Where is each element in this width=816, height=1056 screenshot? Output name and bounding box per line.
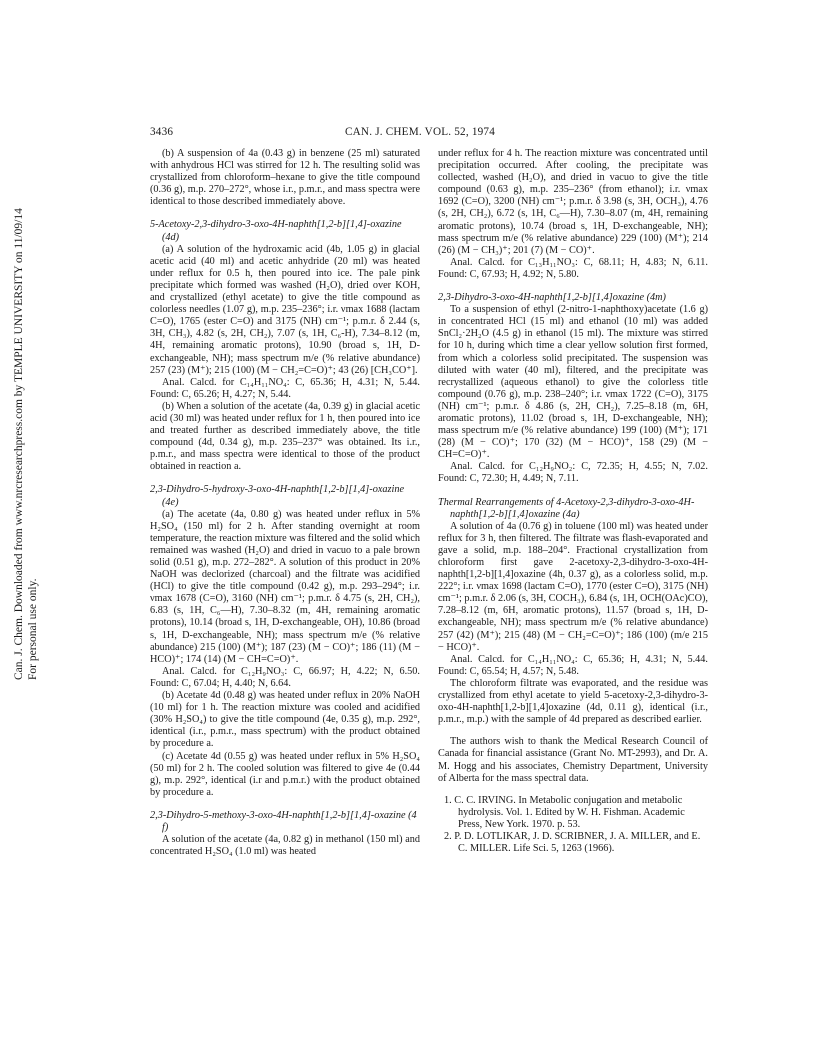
paragraph: The authors wish to thank the Medical Research Council of Canada for financial assistance (Grant No. MT-2993), and Dr. A. M. Hogg and his associates, Chemistry Department, University of Alberta for the mass spectral data. [438, 736, 708, 784]
paragraph: (b) Acetate 4d (0.48 g) was heated under reflux in 20% NaOH (10 ml) for 1 h. The reaction mixture was cooled and acidified (30% H₂SO₄) to give the title compound (4e, 0.35 g), m.p. 292°, identical (i.r., p.m.r., mass spectrum) with the product obtained by procedure a. [150, 690, 420, 750]
paragraph: A solution of 4a (0.76 g) in toluene (100 ml) was heated under reflux for 3 h, then filtered. The filtrate was flash-evaporated and gave a solid, m.p. 188–204°. Fractional crystallization from chloroform first gave 2-acetoxy-2,3-dihydro-3-oxo-4H-naphth[1,2-b][1,4]oxazine (4h, 0.37 g), as a colorless solid, m.p. 222°; i.r. νmax 1698 (lactam C=O), 1770 (ester C=O), 3175 (NH) cm⁻¹; p.m.r. δ 2.06 (s, 3H, COCH₃), 6.84 (s, 1H, OCH(OAc)CO), 7.28–8.12 (m, 6H, aromatic protons), 11.57 (broad s, 1H, D-exchangeable, NH); mass spectrum m/e (% relative abundance) 257 (42) (M⁺); 215 (48) (M − CH₂=C=O)⁺; 186 (100) (m/e 215 − HCO)⁺. [438, 520, 708, 653]
paragraph: Anal. Calcd. for C₁₂H₉NO₃: C, 66.97; H, 4.22; N, 6.50. Found: C, 67.04; H, 4.40; N, 6.64. [150, 665, 420, 689]
paragraph: The chloroform filtrate was evaporated, and the residue was crystallized from ethyl acetate to yield 5-acetoxy-2,3-dihydro-3-oxo-4H-naphth[1,2-b][1,4]oxazine (4d, 0.11 g), identical (i.r., p.m.r., m.p.) with the sample of 4d prepared as described earlier. [438, 677, 708, 726]
download-notice: Can. J. Chem. Downloaded from www.nrcresearchpress.com by TEMPLE UNIVERSITY on 11/09/14 For personal use only. [13, 208, 39, 680]
paragraph: (a) A solution of the hydroxamic acid (4b, 1.05 g) in glacial acetic acid (40 ml) and acetic anhydride (20 ml) was heated under reflux for 0.5 h, then poured into ice. The pale pink precipitate which formed was washed (H₂O), dried over KOH, and crystallized (ethyl acetate) to give the title compound as colorless needles (1.07 g), m.p. 235–236°; i.r. νmax 1688 (lactam C=O), 1765 (ester C=O) and 3175 (NH) cm⁻¹; p.m.r. δ 2.44 (s, 3H, CH₃), 4.82 (s, 2H, CH₂), 7.07 (s, 1H, C₆-H), 7.34–8.12 (m, 4H, remaining aromatic protons), 10.90 (broad s, 1H, D-exchangeable, NH); mass spectrum m/e (% relative abundance) 257 (23) (M⁺); 215 (100) (M − CH₂=C=O)⁺; 43 (26) [CH₃CO⁺]. [150, 243, 420, 376]
page-number: 3436 [150, 126, 174, 138]
paragraph: Anal. Calcd. for C₁₃H₁₁NO₃: C, 68.11; H, 4.83; N, 6.11. Found: C, 67.93; H, 4.92; N, 5.80. [438, 256, 708, 280]
paragraph: A solution of the acetate (4a, 0.82 g) in methanol (150 ml) and concentrated H₂SO₄ (1.0 ml) was heated [150, 834, 420, 858]
paragraph: under reflux for 4 h. The reaction mixture was concentrated until precipitation occurred. After cooling, the precipitate was collected, washed (H₂O), and dried in vacuo to give the title compound (0.63 g), m.p. 235–236° (from ethanol); i.r. νmax 1692 (C=O), 3200 (NH) cm⁻¹; p.m.r. δ 3.98 (s, 3H, OCH₃), 4.76 (s, 2H, CH₂), 6.72 (s, 1H, C₆—H), 7.30–8.07 (m, 4H, remaining aromatic protons), 10.74 (broad s, 1H, D-exchangeable, NH); mass spectrum m/e (% relative abundance) 229 (100) (M⁺); 214 (26) (M − CH₃)⁺; 201 (7) (M − CO)⁺. [438, 148, 708, 256]
left-column [150, 148, 420, 858]
paragraph: (a) The acetate (4a, 0.80 g) was heated under reflux in 5% H₂SO₄ (150 ml) for 2 h. After standing overnight at room temperature, the reaction mixture was filtered and the solid which remained was washed (H₂O) and dried in vacuo to a pale brown solid (0.51 g), m.p. 272–282°. A solution of this product in 20% NaOH was declorized (charcoal) and the filtrate was acidified (HCl) to give the title compound (0.42 g), m.p. 293–294°; i.r. νmax 1678 (C=O), 3160 (NH) cm⁻¹; p.m.r. δ 4.75 (s, 2H, CH₂), 6.83 (s, 1H, C₆—H), 7.30–8.32 (m, 4H, remaining aromatic protons), 10.14 (broad s, 1H, D-exchangeable, OH), 10.86 (broad s, 1H, D-exchangeable, NH); mass spectrum m/e (% relative abundance) 215 (100) (M⁺); 187 (23) (M − CO)⁺; 186 (11) (M − HCO)⁺; 174 (14) (M − CH=C=O)⁺. [150, 508, 420, 665]
paragraph: To a suspension of ethyl (2-nitro-1-naphthoxy)acetate (1.6 g) in concentrated HCl (15 ml) and ethanol (10 ml) was added SnCl₂·2H₂O (4.5 g) in ethanol (15 ml). The mixture was stirred for 10 h, during which time a clear yellow solution first formed, from which a colorless solid precipitated. The suspension was diluted with water (40 ml), filtered, and the precipitate was recrystallized (aqueous ethanol) to give the colorless title compound (0.76 g), m.p. 238–240°; i.r. νmax 1722 (C=O), 3175 (NH) cm⁻¹; p.m.r. δ 4.86 (s, 2H, CH₂), 7.25–8.18 (m, 6H, aromatic protons), 11.02 (broad s, 1H, D-exchangeable, NH); mass spectrum m/e (% relative abundance) 199 (100) (M⁺); 171 (28) (M − CO)⁺; 170 (32) (M − HCO)⁺, 158 (29) (M − CH=C=O)⁺. [438, 304, 708, 461]
paragraph: Anal. Calcd. for C₁₄H₁₁NO₄: C, 65.36; H, 4.31; N, 5.44. Found: C, 65.26; H, 4.27; N, 5.44. [150, 376, 420, 400]
paragraph: Anal. Calcd. for C₁₄H₁₁NO₄: C, 65.36; H, 4.31; N, 5.44. Found: C, 65.54; H, 4.57; N, 5.48. [438, 653, 708, 677]
reference-item: 2. P. D. LOTLIKAR, J. D. SCRIBNER, J. A. MILLER, and E. C. MILLER. Life Sci. 5, 1263 (1966). [444, 830, 701, 855]
paragraph: (c) Acetate 4d (0.55 g) was heated under reflux in 5% H₂SO₄ (50 ml) for 2 h. The cooled solution was filtered to give 4e (0.44 g), m.p. 292°, identical (i.r and p.m.r.) with the product obtained by procedure a. [150, 750, 420, 798]
running-head: CAN. J. CHEM. VOL. 52, 1974 [344, 126, 496, 138]
section-gap [438, 726, 708, 736]
section-heading: 2,3-Dihydro-5-methoxy-3-oxo-4H-naphth[1,2-b][1,4]-oxazine (4 f) [150, 809, 417, 833]
section-heading: 5-Acetoxy-2,3-dihydro-3-oxo-4H-naphth[1,2-b][1,4]-oxazine (4d) [150, 219, 402, 243]
reference-item: 1. C. C. IRVING. In Metabolic conjugation and metabolic hydrolysis. Vol. 1. Edited by W. H. Fishman. Academic Press, New York. 1970. p. 53. [444, 794, 685, 830]
section-heading: 2,3-Dihydro-3-oxo-4H-naphth[1,2-b][1,4]oxazine (4m) [438, 292, 666, 304]
paragraph: (b) When a solution of the acetate (4a, 0.39 g) in glacial acetic acid (30 ml) was heated under reflux for 1 h, then poured into ice and treated further as described immediately above, the title compound (4d, 0.34 g), m.p. 235–237° was obtained. Its i.r., p.m.r., and mass spectra were identical to those of the product obtained in reaction a. [150, 400, 420, 473]
right-column [438, 148, 708, 855]
paragraph: Anal. Calcd. for C₁₂H₉NO₂: C, 72.35; H, 4.55; N, 7.02. Found: C, 72.30; H, 4.49; N, 7.11. [438, 461, 708, 485]
page-header [150, 126, 690, 142]
section-heading: 2,3-Dihydro-5-hydroxy-3-oxo-4H-naphth[1,2-b][1,4]-oxazine (4e) [150, 484, 405, 508]
paragraph: (b) A suspension of 4a (0.43 g) in benzene (25 ml) saturated with anhydrous HCl was stirred for 12 h. The resulting solid was crystallized from chloroform–hexane to give the title compound (0.36 g), m.p. 270–272°, whose i.r., p.m.r., and mass spectra were identical to those described immediately above. [150, 148, 420, 208]
references-list [438, 795, 708, 855]
section-heading: Thermal Rearrangements of 4-Acetoxy-2,3-dihydro-3-oxo-4H-naphth[1,2-b][1,4]oxazine (4a) [438, 496, 695, 520]
